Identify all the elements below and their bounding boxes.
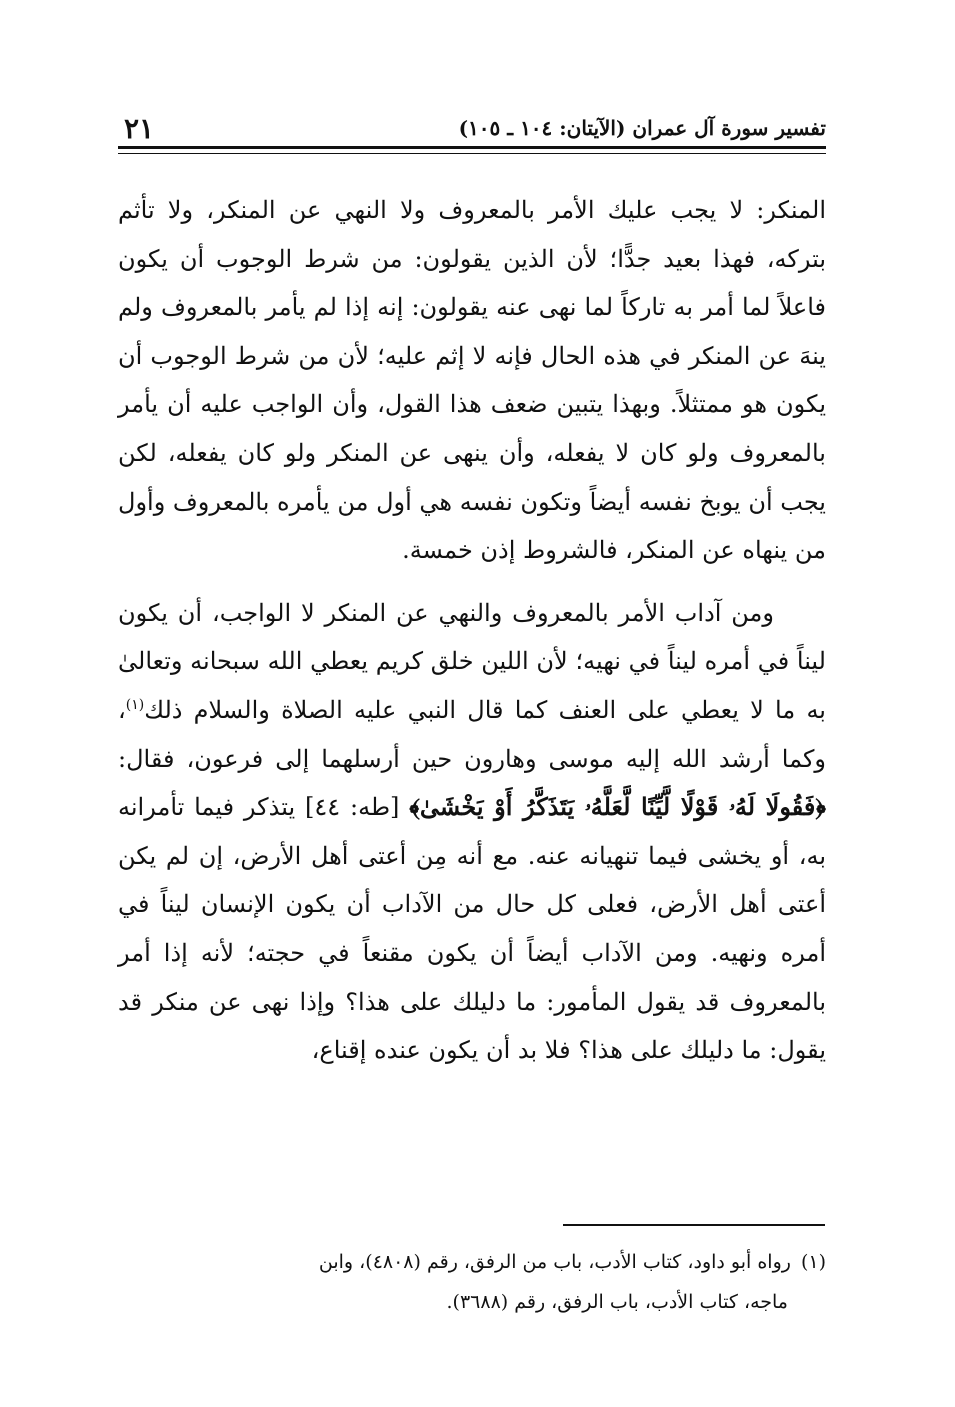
- footnote-separator: [563, 1224, 825, 1226]
- footnote-number: (١): [800, 1251, 826, 1273]
- paragraph-2-part-2: ، وكما أرشد الله إليه موسى وهارون حين أرسلهما إلى فرعون، فقال:: [118, 695, 826, 773]
- footnote-reference[interactable]: (١): [125, 696, 145, 713]
- page-number: ٢١: [124, 112, 155, 145]
- footnote-1: [118, 1242, 826, 1282]
- paragraph-1: المنكر: لا يجب عليك الأمر بالمعروف ولا النهي عن المنكر، ولا تأثم بتركه، فهذا بعيد جدًّا؛ لأن الذين يقولون: من شرط الوجوب أن يكون فاعلاً لما أمر به تاركاً لما نهى عنه يقولون: إنه إذا لم يأمر بالمعروف ولم ينهَ عن المنكر في هذه الحال فإنه لا إثم عليه؛ لأن من شرط الوجوب أن يكون هو ممتثلاً. وبهذا يتبين ضعف هذا القول، وأن الواجب عليه أن يأمر بالمعروف ولو كان لا يفعله، وأن ينهى عن المنكر ولو كان يفعله، لكن يجب أن يوبخ نفسه أيضاً وتكون نفسه هي أول من يأمره بالمعروف وأول من ينهاه عن المنكر، فالشروط إذن خمسة.: [118, 196, 826, 565]
- main-text: [118, 186, 826, 1075]
- header-rule-thin: [118, 153, 826, 154]
- paragraph-2-part-1: ومن آداب الأمر بالمعروف والنهي عن المنكر لا الواجب، أن يكون ليناً في أمره ليناً في نهيه؛ لأن اللين خلق كريم يعطي الله سبحانه وتعالىٰ به ما لا يعطي على العنف كما قال النبي عليه الصلاة والسلام ذلك: [118, 598, 826, 724]
- paragraph-2-part-3: [طه: ٤٤] يتذكر فيما تأمرانه به، أو يخشى فيما تنهيانه عنه. مع أنه مِن أعتى أهل الأرض، إن لم يكن أعتى أهل الأرض، فعلى كل حال من الآداب أن يكون الإنسان ليناً في أمره ونهيه. ومن الآداب أيضاً أن يكون مقنعاً في حجته؛ لأنه إذا أمر بالمعروف قد يقول المأمور: ما دليلك على هذا؟ وإذا نهى عن منكر قد يقول: ما دليلك على هذا؟ فلا بد أن يكون عنده إقناع،: [118, 793, 826, 1065]
- footnote-1-continuation: ماجه، كتاب الأدب، باب الرفق، رقم (٣٦٨٨).: [446, 1291, 788, 1313]
- header-rule-thick: [118, 146, 826, 149]
- footnotes: [118, 1242, 826, 1322]
- footnote-line-1: رواه أبو داود، كتاب الأدب، باب من الرفق، رقم (٤٨٠٨)، وابن: [318, 1251, 791, 1273]
- header-title: تفسير سورة آل عمران (الآيتان: ١٠٤ ـ ١٠٥): [458, 116, 826, 140]
- quran-verse: ﴿فَقُولَا لَهُۥ قَوْلًا لَّيِّنًا لَّعَلَّهُۥ يَتَذَكَّرُ أَوْ يَخْشَىٰ﴾: [409, 792, 826, 822]
- paragraph-2: [118, 589, 826, 1075]
